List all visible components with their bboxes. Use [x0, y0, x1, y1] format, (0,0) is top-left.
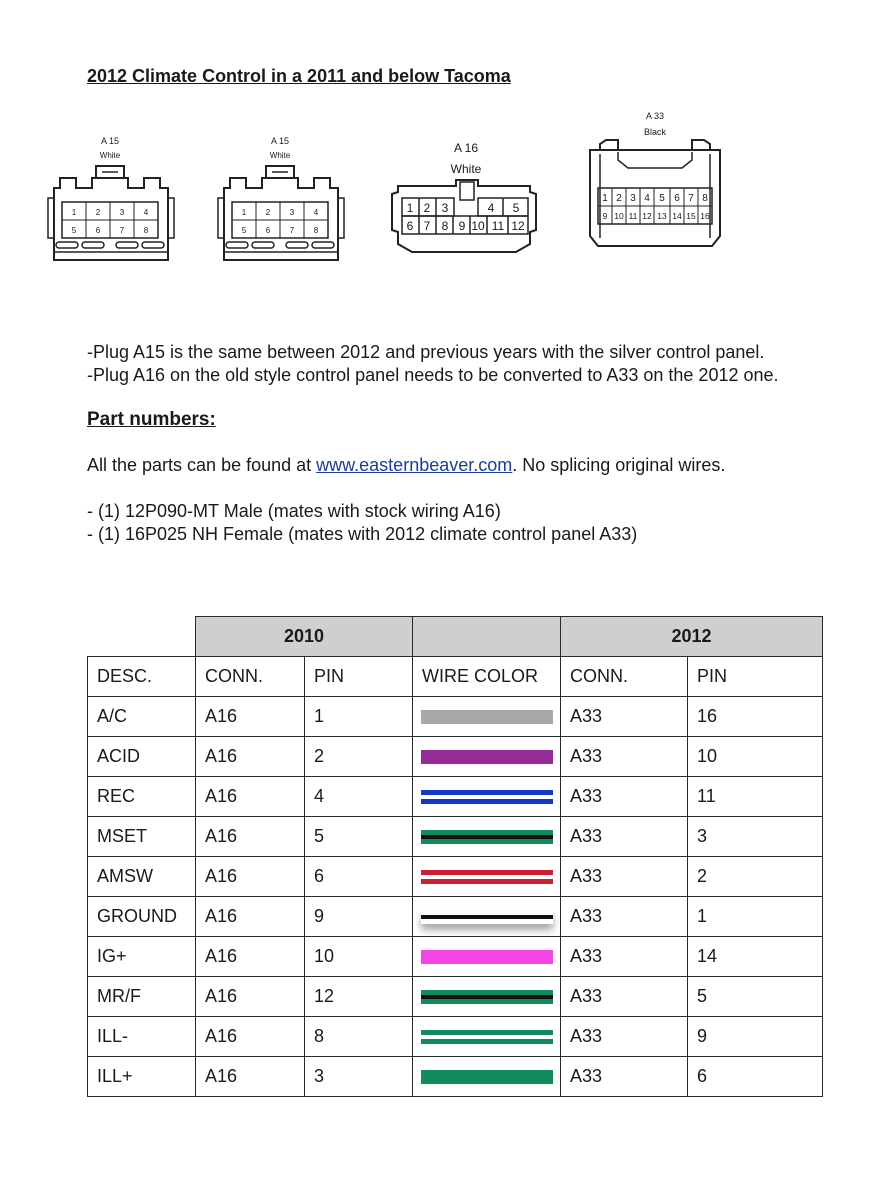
cell-conn-2012: A33	[561, 1017, 688, 1057]
cell-conn-2012: A33	[561, 1057, 688, 1097]
pin-label: 12	[642, 211, 652, 221]
pin-label: 1	[241, 208, 247, 217]
cell-pin-2010: 2	[305, 737, 413, 777]
table-row	[88, 777, 823, 817]
cell-conn-2010: A16	[196, 1057, 305, 1097]
cell-conn-2010: A16	[196, 937, 305, 977]
pin-label: 10	[614, 211, 624, 221]
pin-label: 7	[423, 219, 431, 233]
pin-label: 5	[71, 226, 77, 235]
pin-label: 5	[659, 193, 665, 204]
header-pin-2012: PIN	[688, 657, 823, 697]
wire-swatch	[421, 910, 553, 924]
pin-label: 6	[674, 193, 680, 204]
wire-swatch	[421, 790, 553, 804]
table-row	[88, 977, 823, 1017]
table-row	[88, 737, 823, 777]
cell-wire-color	[413, 817, 561, 857]
wire-swatch	[421, 870, 553, 884]
pin-label: 12	[511, 219, 525, 233]
cell-desc: ILL-	[88, 1017, 196, 1057]
pin-label: 2	[265, 208, 271, 217]
cell-pin-2012: 3	[688, 817, 823, 857]
connector-color: White	[450, 162, 482, 176]
wire-swatch	[421, 990, 553, 1004]
cell-pin-2010: 6	[305, 857, 413, 897]
note-a16: -Plug A16 on the old style control panel needs to be converted to A33 on the 2012 one.	[87, 365, 779, 385]
pin-label: 7	[688, 193, 694, 204]
page-title: 2012 Climate Control in a 2011 and below Tacoma	[87, 66, 511, 86]
cell-wire-color	[413, 857, 561, 897]
connector-label: A 33	[645, 111, 665, 121]
header-desc: DESC.	[88, 657, 196, 697]
cell-conn-2010: A16	[196, 857, 305, 897]
part-item-1: - (1) 12P090-MT Male (mates with stock wiring A16)	[87, 501, 501, 521]
header-pin-2010: PIN	[305, 657, 413, 697]
connector-a15-right	[214, 132, 350, 267]
cell-conn-2010: A16	[196, 737, 305, 777]
connector-label: A 15	[270, 136, 290, 146]
cell-pin-2010: 12	[305, 977, 413, 1017]
pin-label: 6	[95, 226, 101, 235]
pin-label: 6	[265, 226, 271, 235]
wiring-table	[87, 616, 823, 1097]
connector-label: A 16	[453, 141, 479, 155]
group-blank	[88, 617, 196, 657]
cell-pin-2010: 1	[305, 697, 413, 737]
pin-label: 7	[119, 226, 125, 235]
connector-color: White	[99, 151, 121, 160]
cell-conn-2012: A33	[561, 697, 688, 737]
connector-label: A 15	[100, 136, 120, 146]
cell-pin-2010: 10	[305, 937, 413, 977]
header-wire-color: WIRE COLOR	[413, 657, 561, 697]
cell-conn-2010: A16	[196, 897, 305, 937]
wire-swatch	[421, 1030, 553, 1044]
cell-wire-color	[413, 937, 561, 977]
cell-pin-2012: 2	[688, 857, 823, 897]
cell-wire-color	[413, 977, 561, 1017]
cell-pin-2012: 11	[688, 777, 823, 817]
cell-conn-2010: A16	[196, 697, 305, 737]
pin-label: 15	[686, 211, 696, 221]
pin-label: 3	[289, 208, 295, 217]
pin-label: 5	[512, 201, 520, 215]
cell-desc: MSET	[88, 817, 196, 857]
cell-desc: ACID	[88, 737, 196, 777]
cell-conn-2010: A16	[196, 977, 305, 1017]
pin-label: 8	[702, 193, 708, 204]
cell-pin-2012: 14	[688, 937, 823, 977]
table-row	[88, 1057, 823, 1097]
table-row	[88, 697, 823, 737]
cell-pin-2012: 5	[688, 977, 823, 1017]
pin-label: 11	[628, 211, 638, 221]
cell-pin-2010: 8	[305, 1017, 413, 1057]
wire-swatch	[421, 710, 553, 724]
cell-pin-2012: 16	[688, 697, 823, 737]
cell-desc: IG+	[88, 937, 196, 977]
parts-intro	[87, 455, 725, 476]
parts-intro-suffix: . No splicing original wires.	[512, 455, 726, 475]
group-2010: 2010	[196, 617, 413, 657]
group-wire	[413, 617, 561, 657]
parts-intro-text: All the parts can be found at	[87, 455, 317, 475]
cell-desc: GROUND	[88, 897, 196, 937]
pin-label: 16	[700, 211, 710, 221]
cell-pin-2010: 5	[305, 817, 413, 857]
pin-label: 4	[313, 208, 319, 217]
connector-a15-left	[44, 132, 180, 267]
pin-label: 5	[241, 226, 247, 235]
pin-label: 10	[471, 219, 485, 233]
pin-label: 2	[616, 193, 622, 204]
cell-pin-2012: 6	[688, 1057, 823, 1097]
cell-conn-2012: A33	[561, 897, 688, 937]
cell-desc: MR/F	[88, 977, 196, 1017]
cell-wire-color	[413, 897, 561, 937]
cell-conn-2010: A16	[196, 817, 305, 857]
pin-label: 8	[143, 226, 149, 235]
pin-label: 9	[602, 211, 608, 221]
wire-swatch	[421, 750, 553, 764]
table-group-header	[88, 617, 823, 657]
connector-color: White	[269, 151, 291, 160]
connector-a33	[584, 108, 726, 256]
pin-label: 3	[441, 201, 449, 215]
part-numbers-heading: Part numbers:	[87, 409, 216, 430]
pin-label: 9	[458, 219, 466, 233]
table-row	[88, 937, 823, 977]
table-row	[88, 857, 823, 897]
cell-wire-color	[413, 737, 561, 777]
cell-wire-color	[413, 697, 561, 737]
cell-conn-2012: A33	[561, 817, 688, 857]
cell-conn-2010: A16	[196, 1017, 305, 1057]
cell-pin-2012: 10	[688, 737, 823, 777]
note-a15: -Plug A15 is the same between 2012 and previous years with the silver control panel.	[87, 342, 765, 362]
pin-label: 7	[289, 226, 295, 235]
cell-pin-2010: 3	[305, 1057, 413, 1097]
pin-label: 1	[71, 208, 77, 217]
cell-wire-color	[413, 1017, 561, 1057]
cell-desc: ILL+	[88, 1057, 196, 1097]
cell-conn-2012: A33	[561, 977, 688, 1017]
table-row	[88, 897, 823, 937]
cell-desc: AMSW	[88, 857, 196, 897]
cell-pin-2010: 4	[305, 777, 413, 817]
cell-conn-2012: A33	[561, 737, 688, 777]
cell-desc: A/C	[88, 697, 196, 737]
pin-label: 14	[672, 211, 682, 221]
wire-swatch	[421, 950, 553, 964]
pin-label: 1	[406, 201, 414, 215]
connector-a16	[390, 140, 542, 255]
pin-label: 4	[143, 208, 149, 217]
wiring-body	[88, 697, 823, 1097]
cell-conn-2012: A33	[561, 937, 688, 977]
cell-wire-color	[413, 1057, 561, 1097]
cell-conn-2012: A33	[561, 777, 688, 817]
pin-label: 3	[630, 193, 636, 204]
table-header-row	[88, 657, 823, 697]
pin-label: 4	[644, 193, 650, 204]
pin-label: 2	[95, 208, 101, 217]
pin-label: 11	[491, 219, 505, 233]
cell-conn-2010: A16	[196, 777, 305, 817]
table-row	[88, 817, 823, 857]
pin-label: 3	[119, 208, 125, 217]
wire-swatch	[421, 1070, 553, 1084]
header-conn-2010: CONN.	[196, 657, 305, 697]
pin-label: 1	[602, 193, 608, 204]
pin-label: 8	[441, 219, 449, 233]
cell-desc: REC	[88, 777, 196, 817]
easternbeaver-link[interactable]: www.easternbeaver.com	[316, 455, 513, 475]
connector-color: Black	[643, 127, 667, 137]
table-row	[88, 1017, 823, 1057]
header-conn-2012: CONN.	[561, 657, 688, 697]
pin-label: 4	[487, 201, 495, 215]
pin-label: 6	[406, 219, 414, 233]
cell-pin-2010: 9	[305, 897, 413, 937]
cell-wire-color	[413, 777, 561, 817]
pin-label: 2	[423, 201, 431, 215]
pin-label: 13	[657, 211, 667, 221]
cell-conn-2012: A33	[561, 857, 688, 897]
pin-label: 8	[313, 226, 319, 235]
cell-pin-2012: 1	[688, 897, 823, 937]
cell-pin-2012: 9	[688, 1017, 823, 1057]
wire-swatch	[421, 830, 553, 844]
part-item-2: - (1) 16P025 NH Female (mates with 2012 climate control panel A33)	[87, 524, 638, 544]
group-2012: 2012	[561, 617, 823, 657]
